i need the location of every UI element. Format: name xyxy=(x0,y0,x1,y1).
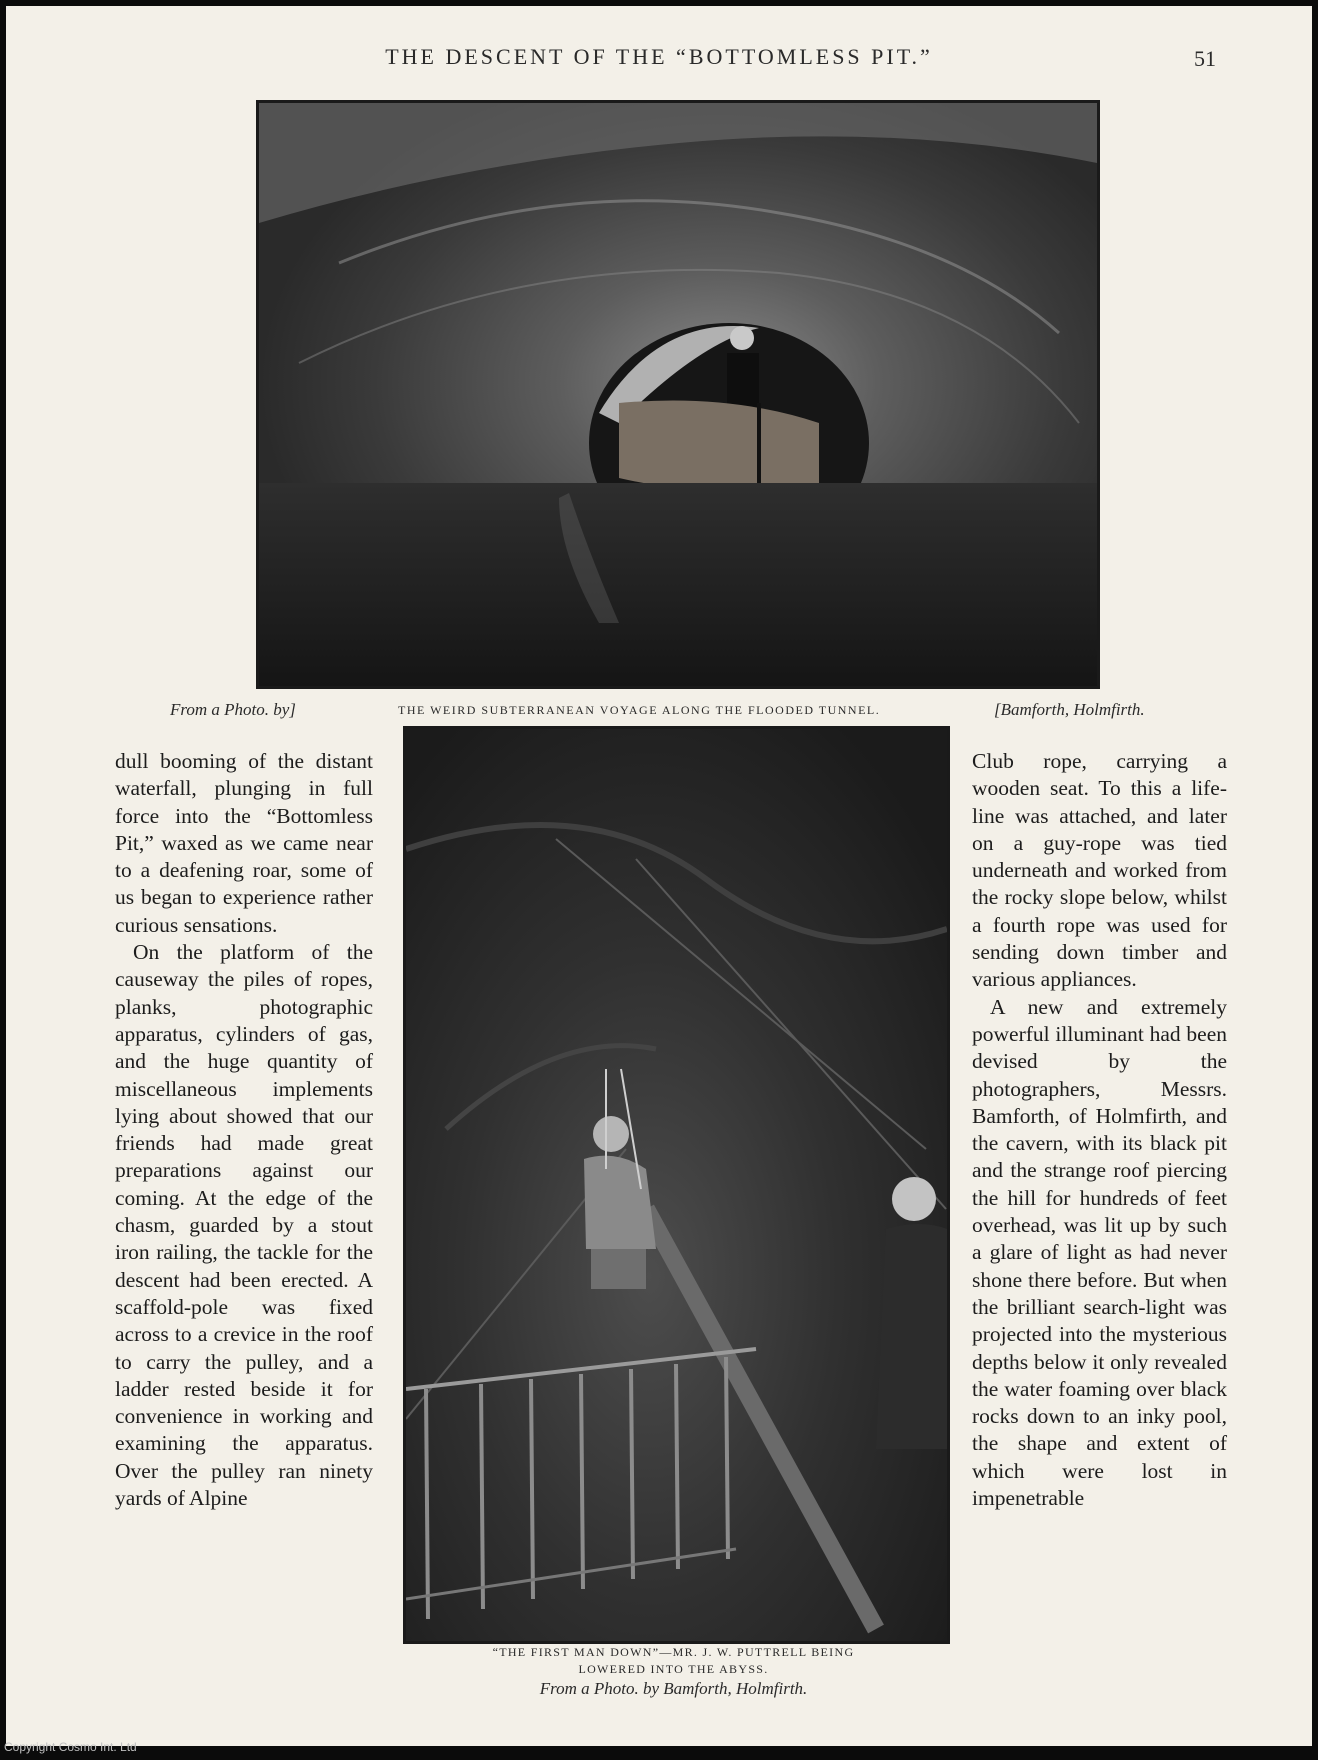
left-paragraph-2: On the platform of the causeway the piles of ropes, planks, photographic apparatus, cylinders of gas, and the huge quantity of miscellaneous implements lying about showed that our friends had made great preparations against our coming. At the edge of the chasm, guarded by a stout iron railing, the tackle for the descent had been erected. A scaffold-pole was fixed across to a crevice in the roof to carry the pulley, and a ladder rested beside it for convenience in working and examining the apparatus. Over the pulley ran ninety yards of Alpine xyxy=(115,940,373,1511)
first-man-down-photo xyxy=(403,726,950,1644)
right-text-column xyxy=(972,748,1227,1512)
bottom-caption-line-1: “THE FIRST MAN DOWN”—MR. J. W. PUTTRELL BEING xyxy=(492,1645,855,1659)
page-number: 51 xyxy=(1194,46,1216,71)
top-photo-caption: THE WEIRD SUBTERRANEAN VOYAGE ALONG THE FLOODED TUNNEL. xyxy=(398,703,881,717)
bottom-caption-line-2: LOWERED INTO THE ABYSS. xyxy=(578,1662,769,1676)
bottom-photo-caption xyxy=(403,1644,944,1700)
running-title: THE DESCENT OF THE “BOTTOMLESS PIT.” xyxy=(385,44,933,69)
bottom-photo-credit: From a Photo. by Bamforth, Holmfirth. xyxy=(539,1679,808,1698)
left-text-column xyxy=(115,748,373,1512)
right-paragraph-2: A new and extremely powerful illuminant had been devised by the photographers, Messrs. Bamforth, of Holmfirth, and the cavern, with its black pit and the strange roof piercing the hill for hundreds of feet overhead, was lit up by such a glare of light as had never shone there before. But when the brilliant search-light was projected into the mysterious depths below it only revealed the water foaming over black rocks down to an inky pool, the shape and extent of which were lost in impenetrable xyxy=(972,994,1227,1511)
right-paragraph-1: Club rope, carrying a wooden seat. To this a life-line was attached, and later on a guy-rope was tied underneath and worked from the rocky slope below, whilst a fourth rope was used for sending down timber and various appliances. xyxy=(972,749,1227,992)
top-photo-credit-right: [Bamforth, Holmfirth. xyxy=(994,700,1145,719)
left-paragraph-1: dull booming of the distant waterfall, plunging in full force into the “Bottomless Pit,” waxed as we came near to a deafening roar, some of us began to experience rather curious sensations. xyxy=(115,749,373,937)
first-man-down-graphic xyxy=(406,729,947,1641)
copyright-watermark: Copyright Cosmo Int. Ltd xyxy=(4,1740,137,1754)
top-photo-credit-left: From a Photo. by] xyxy=(170,700,296,719)
tunnel-photo-graphic xyxy=(259,103,1097,686)
tunnel-photo xyxy=(256,100,1100,689)
magazine-page xyxy=(6,6,1312,1746)
